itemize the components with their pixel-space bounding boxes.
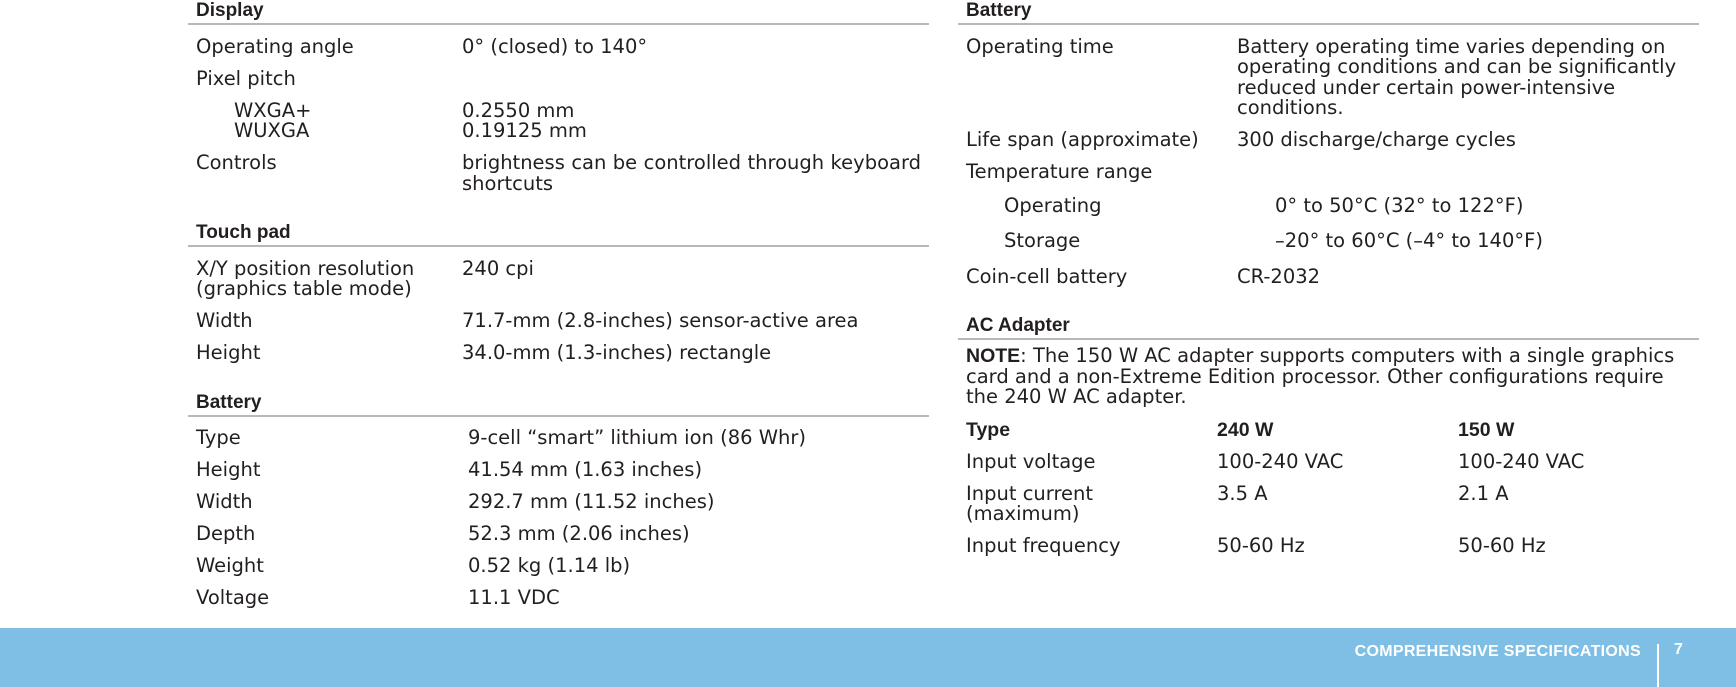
- ac-cell-label: Input voltage: [966, 449, 1096, 473]
- spec-label: Height: [196, 458, 261, 481]
- ac-cell-240w: 3.5 A: [1217, 481, 1268, 505]
- spec-row-temperature-range: [958, 162, 1699, 183]
- display-section: [188, 0, 929, 194]
- ac-header-150w: 150 W: [1458, 418, 1515, 441]
- spec-sublabel: Operating: [1004, 193, 1102, 217]
- spec-label: Weight: [196, 554, 264, 577]
- right-column: [958, 0, 1699, 557]
- spec-label: Width: [196, 490, 253, 513]
- spec-label: Life span (approximate): [966, 128, 1199, 151]
- spec-row-temperature-storage: [958, 231, 1699, 252]
- spec-value: CR-2032: [1237, 264, 1321, 288]
- spec-value: 52.3 mm (2.06 inches): [468, 522, 690, 545]
- battery-section-right: [958, 0, 1699, 287]
- spec-row-width: [188, 311, 929, 332]
- spec-label-group: [196, 256, 462, 300]
- ac-cell-150w: 2.1 A: [1458, 481, 1509, 505]
- footer-divider: [1657, 644, 1659, 687]
- spec-sublabel-wuxga: WUXGA: [234, 119, 310, 142]
- spec-label: Voltage: [196, 586, 270, 609]
- spec-value: 71.7-mm (2.8-inches) sensor-active area: [462, 309, 859, 332]
- spec-value-wuxga: 0.19125 mm: [462, 119, 587, 142]
- spec-value: 300 discharge/charge cycles: [1237, 128, 1516, 151]
- spec-row-height: [188, 460, 929, 481]
- spec-value: Battery operating time varies depending on operating conditions and can be significantly reduced under certain power-intensive conditions.: [1237, 34, 1677, 119]
- spec-value: 0° (closed) to 140°: [462, 34, 648, 58]
- spec-row-width: [188, 492, 929, 513]
- spec-value: 240 cpi: [462, 256, 534, 280]
- spec-value: 34.0-mm (1.3-inches) rectangle: [462, 341, 772, 364]
- spec-value: –20° to 60°C (–4° to 140°F): [1275, 229, 1543, 252]
- note-text: : The 150 W AC adapter supports computers with a single graphics card and a non-Extreme Edition processor. Other configurations require the 240 W AC adapter.: [966, 344, 1675, 408]
- footer-section-title: COMPREHENSIVE SPECIFICATIONS: [1354, 643, 1641, 660]
- ac-table-row-input-voltage: [966, 449, 1691, 473]
- touchpad-section: [188, 222, 929, 364]
- spec-value: 41.54 mm (1.63 inches): [468, 458, 703, 481]
- spec-label-group: [196, 98, 462, 142]
- spec-row-voltage: [188, 588, 929, 609]
- spec-label: Pixel pitch: [196, 66, 296, 90]
- spec-row-temperature-operating: [958, 193, 1699, 217]
- touchpad-section-title: Touch pad: [188, 222, 929, 247]
- spec-row-pixel-pitch: [188, 66, 929, 90]
- ac-adapter-note: [958, 340, 1699, 408]
- spec-row-coin-cell: [958, 264, 1699, 288]
- spec-sublabel: Storage: [1004, 229, 1081, 252]
- spec-value-group: [462, 98, 921, 142]
- spec-value: brightness can be controlled through keyboard shortcuts: [462, 151, 921, 195]
- ac-cell-240w: 100-240 VAC: [1217, 449, 1344, 473]
- ac-cell-label-group: [966, 481, 1217, 525]
- ac-table-row-input-current: [966, 481, 1691, 525]
- spec-row-weight: [188, 556, 929, 577]
- spec-label: Height: [196, 341, 261, 364]
- spec-row-operating-time: [958, 34, 1699, 119]
- ac-adapter-section: [958, 315, 1699, 557]
- display-section-title: Display: [188, 0, 929, 25]
- ac-header-type: Type: [966, 418, 1011, 441]
- battery-section-title: Battery: [958, 0, 1699, 25]
- spec-row-type: [188, 428, 929, 449]
- spec-label: X/Y position resolution: [196, 256, 415, 280]
- ac-adapter-table: [958, 420, 1699, 557]
- battery-section-title: Battery: [188, 392, 929, 417]
- spec-value: 292.7 mm (11.52 inches): [468, 490, 715, 513]
- spec-label: Width: [196, 309, 253, 332]
- spec-label: Operating angle: [196, 34, 354, 58]
- spec-row-height: [188, 343, 929, 364]
- spec-value-wxga: 0.2550 mm: [462, 98, 575, 122]
- ac-cell-150w: 100-240 VAC: [1458, 449, 1585, 473]
- ac-cell-label: Input current: [966, 481, 1094, 505]
- battery-section-left: [188, 392, 929, 609]
- spec-value: 0.52 kg (1.14 lb): [468, 554, 631, 577]
- ac-cell-150w: 50-60 Hz: [1458, 534, 1546, 557]
- ac-cell-label-line2: (maximum): [966, 502, 1080, 525]
- page-number: 7: [1674, 641, 1683, 658]
- spec-label: Depth: [196, 522, 256, 545]
- spec-row-controls: [188, 153, 929, 194]
- left-column: [188, 0, 929, 609]
- ac-table-header: [966, 420, 1691, 441]
- spec-label: Controls: [196, 151, 277, 174]
- spec-value: 9-cell “smart” lithium ion (86 Whr): [468, 426, 806, 449]
- spec-label: Operating time: [966, 34, 1114, 58]
- spec-row-pixel-pitch-values: [188, 98, 929, 142]
- spec-row-life-span: [958, 130, 1699, 151]
- spec-label: Type: [196, 426, 241, 449]
- spec-row-depth: [188, 524, 929, 545]
- spec-value: 11.1 VDC: [468, 586, 560, 609]
- spec-label: Coin-cell battery: [966, 264, 1128, 288]
- ac-adapter-section-title: AC Adapter: [958, 315, 1699, 340]
- spec-sublabel-wxga: WXGA+: [234, 98, 312, 122]
- spec-value: 0° to 50°C (32° to 122°F): [1275, 193, 1524, 217]
- spec-label-line2: (graphics table mode): [196, 277, 412, 300]
- spec-row-operating-angle: [188, 34, 929, 58]
- spec-label: Temperature range: [966, 160, 1153, 183]
- ac-cell-label: Input frequency: [966, 534, 1121, 557]
- footer-bar: [0, 628, 1736, 687]
- ac-header-240w: 240 W: [1217, 418, 1274, 441]
- ac-cell-240w: 50-60 Hz: [1217, 534, 1305, 557]
- ac-table-row-input-frequency: [966, 536, 1691, 557]
- spec-row-xy-resolution: [188, 256, 929, 300]
- note-label: NOTE: [966, 345, 1021, 367]
